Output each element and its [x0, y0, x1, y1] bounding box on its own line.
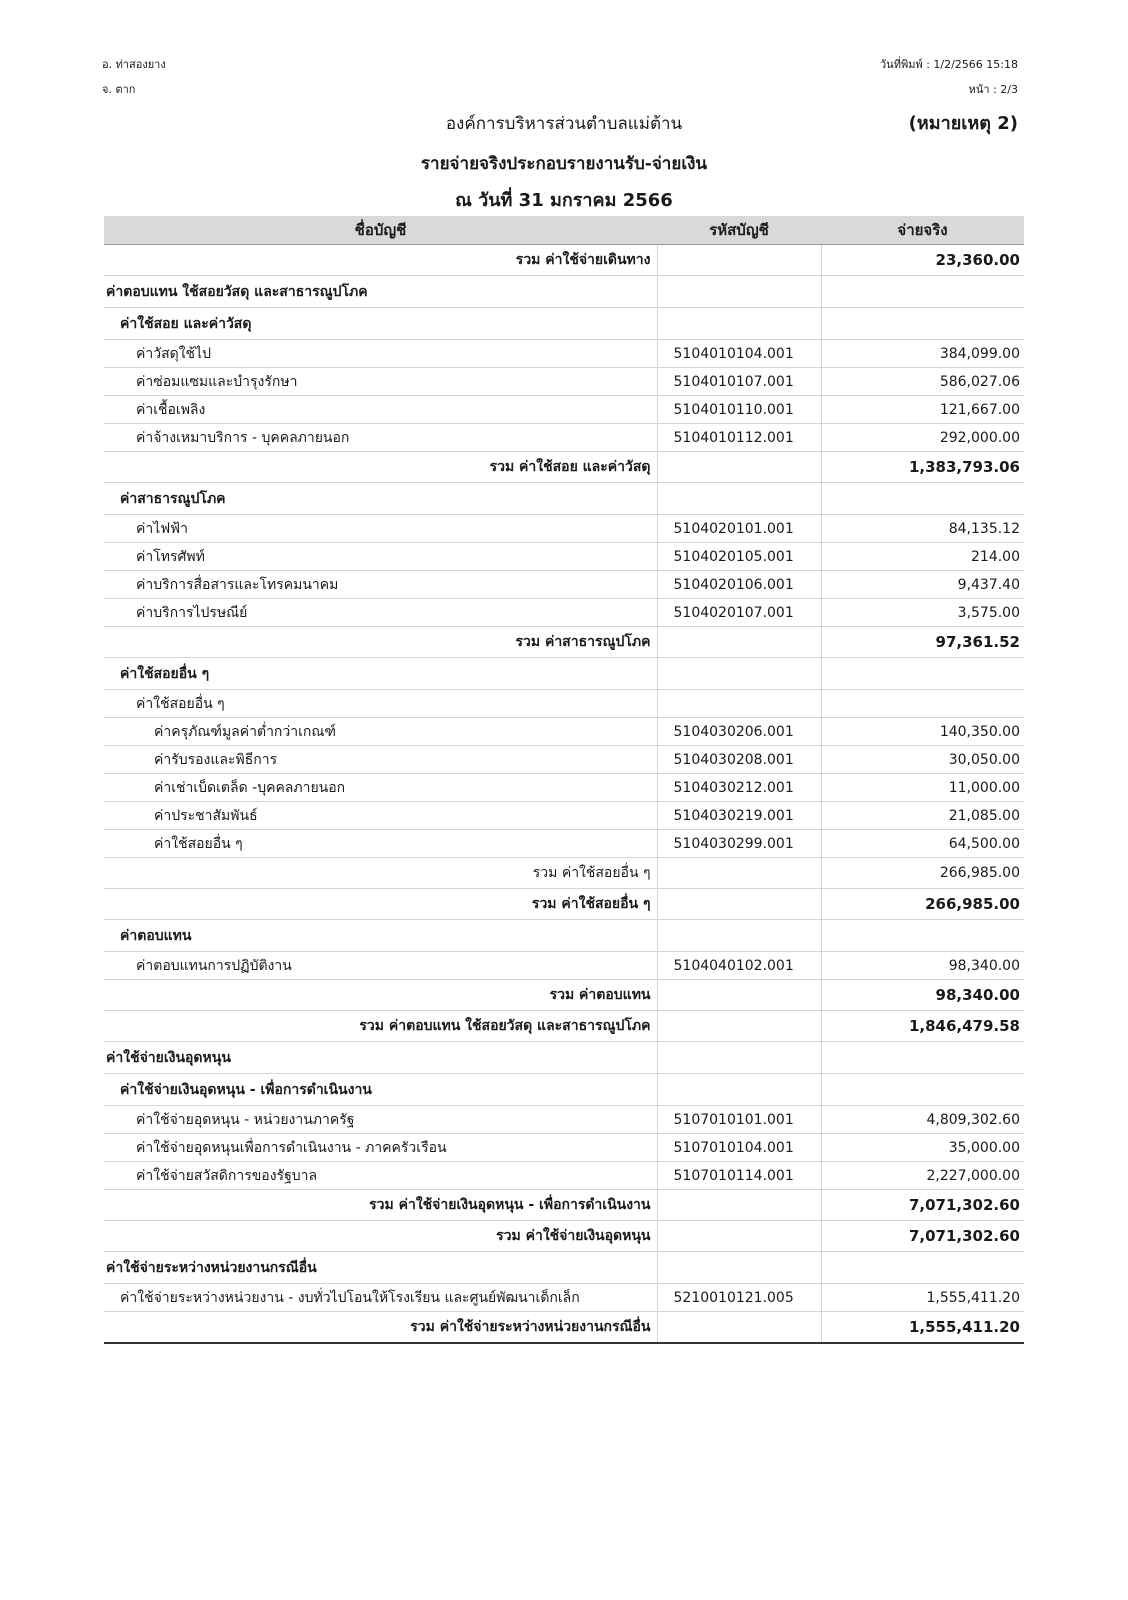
expense-table: [104, 216, 1024, 1344]
subtotal-label: รวม ค่าใช้สอย และค่าวัสดุ: [104, 452, 657, 483]
amount: [821, 920, 1024, 952]
account-name: ค่าวัสดุใช้ไป: [104, 340, 657, 368]
amount: [821, 308, 1024, 340]
report-date: ณ วันที่ 31 มกราคม 2566: [455, 190, 673, 211]
table-row: [104, 543, 1024, 571]
amount: 140,350.00: [821, 718, 1024, 746]
account-name: ค่าสาธารณูปโภค: [104, 483, 657, 515]
table-row: [104, 571, 1024, 599]
subtotal-row: [104, 1312, 1024, 1344]
amount: 35,000.00: [821, 1134, 1024, 1162]
account-code: [657, 1312, 821, 1344]
table-row: [104, 340, 1024, 368]
table-row: [104, 424, 1024, 452]
account-code: [657, 1252, 821, 1284]
subtotal-label: รวม ค่าใช้จ่ายเงินอุดหนุน: [104, 1221, 657, 1252]
account-name: ค่าใช้สอยอื่น ๆ: [104, 830, 657, 858]
subtotal-amount: 7,071,302.60: [821, 1221, 1024, 1252]
table-row: [104, 802, 1024, 830]
amount: [821, 483, 1024, 515]
print-date: วันที่พิมพ์ : 1/2/2566 15:18: [880, 58, 1018, 71]
account-name: ค่าจ้างเหมาบริการ - บุคคลภายนอก: [104, 424, 657, 452]
subtotal-row: [104, 452, 1024, 483]
account-name: ค่าใช้จ่ายอุดหนุนเพื่อการดำเนินงาน - ภาคครัวเรือน: [104, 1134, 657, 1162]
subtotal-row: [104, 1221, 1024, 1252]
account-code: 5104030206.001: [657, 718, 821, 746]
account-name: ค่าใช้จ่ายสวัสดิการของรัฐบาล: [104, 1162, 657, 1190]
account-name: ค่าใช้จ่ายระหว่างหน่วยงานกรณีอื่น: [104, 1252, 657, 1284]
subtotal-label: รวม ค่าตอบแทน: [104, 980, 657, 1011]
subtotal-row: [104, 1011, 1024, 1042]
account-code: [657, 627, 821, 658]
subtotal-label: รวม ค่าใช้จ่ายเงินอุดหนุน - เพื่อการดำเนินงาน: [104, 1190, 657, 1221]
subtotal-label: รวม ค่าสาธารณูปโภค: [104, 627, 657, 658]
section-row: [104, 308, 1024, 340]
subtotal-amount: 266,985.00: [821, 858, 1024, 889]
account-name: ค่าบริการสื่อสารและโทรคมนาคม: [104, 571, 657, 599]
account-code: 5104010107.001: [657, 368, 821, 396]
table-row: [104, 599, 1024, 627]
subtotal-label: รวม ค่าใช้สอยอื่น ๆ: [104, 858, 657, 889]
amount: [821, 1074, 1024, 1106]
amount: 30,050.00: [821, 746, 1024, 774]
section-row: [104, 1074, 1024, 1106]
note-label: (หมายเหตุ 2): [908, 113, 1018, 134]
account-code: [657, 276, 821, 308]
amount: 84,135.12: [821, 515, 1024, 543]
section-row: [104, 483, 1024, 515]
account-name: ค่าใช้จ่ายเงินอุดหนุน - เพื่อการดำเนินงาน: [104, 1074, 657, 1106]
account-code: 5104020106.001: [657, 571, 821, 599]
amount: 2,227,000.00: [821, 1162, 1024, 1190]
amount: [821, 658, 1024, 690]
account-name: ค่าบริการไปรษณีย์: [104, 599, 657, 627]
subtotal-amount: 1,846,479.58: [821, 1011, 1024, 1042]
subtotal-label: รวม ค่าใช้สอยอื่น ๆ: [104, 889, 657, 920]
table-row: [104, 368, 1024, 396]
column-header-account-code: รหัสบัญชี: [657, 216, 821, 245]
account-name: ค่าเช่าเบ็ดเตล็ด -บุคคลภายนอก: [104, 774, 657, 802]
account-name: ค่าครุภัณฑ์มูลค่าต่ำกว่าเกณฑ์: [104, 718, 657, 746]
table-row: [104, 830, 1024, 858]
amount: [821, 690, 1024, 718]
amount: 121,667.00: [821, 396, 1024, 424]
account-code: [657, 980, 821, 1011]
subtotal-row: [104, 858, 1024, 889]
account-code: [657, 483, 821, 515]
account-code: [657, 245, 821, 276]
subtotal-label: รวม ค่าใช้จ่ายเดินทาง: [104, 245, 657, 276]
account-code: [657, 308, 821, 340]
account-code: [657, 889, 821, 920]
table-row: [104, 1134, 1024, 1162]
subtotal-amount: 1,383,793.06: [821, 452, 1024, 483]
account-name: ค่าซ่อมแซมและบำรุงรักษา: [104, 368, 657, 396]
page-number: หน้า : 2/3: [968, 83, 1018, 96]
section-row: [104, 276, 1024, 308]
account-code: [657, 1221, 821, 1252]
province-label: จ. ตาก: [102, 83, 136, 96]
table-row: [104, 396, 1024, 424]
account-code: 5104010110.001: [657, 396, 821, 424]
subtotal-row: [104, 1190, 1024, 1221]
amount: 1,555,411.20: [821, 1284, 1024, 1312]
account-code: [657, 920, 821, 952]
account-code: [657, 1011, 821, 1042]
amount: [821, 1042, 1024, 1074]
subtotal-row: [104, 889, 1024, 920]
report-title: รายจ่ายจริงประกอบรายงานรับ-จ่ายเงิน: [420, 154, 708, 174]
account-name: ค่าเชื้อเพลิง: [104, 396, 657, 424]
amount: 98,340.00: [821, 952, 1024, 980]
amount: 3,575.00: [821, 599, 1024, 627]
amount: 4,809,302.60: [821, 1106, 1024, 1134]
table-row: [104, 774, 1024, 802]
account-code: [657, 452, 821, 483]
subtotal-amount: 98,340.00: [821, 980, 1024, 1011]
account-code: 5107010114.001: [657, 1162, 821, 1190]
account-name: ค่าตอบแทน ใช้สอยวัสดุ และสาธารณูปโภค: [104, 276, 657, 308]
account-code: 5104010112.001: [657, 424, 821, 452]
account-name: ค่าใช้จ่ายระหว่างหน่วยงาน - งบทั่วไปโอนให้โรงเรียน และศูนย์พัฒนาเด็กเล็ก: [104, 1284, 657, 1312]
account-name: ค่าใช้สอยอื่น ๆ: [104, 658, 657, 690]
table-row: [104, 1106, 1024, 1134]
amount: 64,500.00: [821, 830, 1024, 858]
subtotal-row: [104, 627, 1024, 658]
subtotal-amount: 97,361.52: [821, 627, 1024, 658]
section-row: [104, 920, 1024, 952]
subtotal-amount: 1,555,411.20: [821, 1312, 1024, 1344]
account-code: 5104030208.001: [657, 746, 821, 774]
district-label: อ. ท่าสองยาง: [102, 58, 166, 71]
account-name: ค่าใช้จ่ายอุดหนุน - หน่วยงานภาครัฐ: [104, 1106, 657, 1134]
subtotal-amount: 266,985.00: [821, 889, 1024, 920]
account-code: 5107010104.001: [657, 1134, 821, 1162]
amount: 384,099.00: [821, 340, 1024, 368]
column-header-account-name: ชื่อบัญชี: [104, 216, 657, 245]
subtotal-row: [104, 980, 1024, 1011]
account-name: ค่าใช้จ่ายเงินอุดหนุน: [104, 1042, 657, 1074]
table-row: [104, 718, 1024, 746]
account-code: [657, 858, 821, 889]
subtotal-amount: 23,360.00: [821, 245, 1024, 276]
account-name: ค่าโทรศัพท์: [104, 543, 657, 571]
account-name: ค่าใช้สอย และค่าวัสดุ: [104, 308, 657, 340]
column-header-actual-paid: จ่ายจริง: [821, 216, 1024, 245]
section-row: [104, 1252, 1024, 1284]
organization-name: องค์การบริหารส่วนตำบลแม่ต้าน: [445, 114, 683, 134]
account-code: 5107010101.001: [657, 1106, 821, 1134]
account-name: ค่าไฟฟ้า: [104, 515, 657, 543]
section-row: [104, 658, 1024, 690]
amount: 21,085.00: [821, 802, 1024, 830]
subtotal-label: รวม ค่าตอบแทน ใช้สอยวัสดุ และสาธารณูปโภค: [104, 1011, 657, 1042]
account-code: [657, 658, 821, 690]
account-code: [657, 1042, 821, 1074]
subtotal-row: [104, 245, 1024, 276]
account-code: 5104030299.001: [657, 830, 821, 858]
account-name: ค่าตอบแทน: [104, 920, 657, 952]
table-header-row: [104, 216, 1024, 245]
account-code: 5104010104.001: [657, 340, 821, 368]
amount: 214.00: [821, 543, 1024, 571]
account-code: 5104030219.001: [657, 802, 821, 830]
account-code: 5104040102.001: [657, 952, 821, 980]
table-body: [104, 245, 1024, 1344]
account-code: [657, 690, 821, 718]
table-row: [104, 1284, 1024, 1312]
section-row: [104, 1042, 1024, 1074]
subtotal-label: รวม ค่าใช้จ่ายระหว่างหน่วยงานกรณีอื่น: [104, 1312, 657, 1344]
subtotal-amount: 7,071,302.60: [821, 1190, 1024, 1221]
amount: 9,437.40: [821, 571, 1024, 599]
account-code: [657, 1074, 821, 1106]
account-code: 5104020107.001: [657, 599, 821, 627]
account-name: ค่าใช้สอยอื่น ๆ: [104, 690, 657, 718]
account-code: 5104030212.001: [657, 774, 821, 802]
amount: [821, 1252, 1024, 1284]
table-row: [104, 952, 1024, 980]
account-code: 5104020105.001: [657, 543, 821, 571]
account-code: 5104020101.001: [657, 515, 821, 543]
account-name: ค่าตอบแทนการปฏิบัติงาน: [104, 952, 657, 980]
account-name: ค่ารับรองและพิธีการ: [104, 746, 657, 774]
table-row: [104, 746, 1024, 774]
account-name: ค่าประชาสัมพันธ์: [104, 802, 657, 830]
account-code: 5210010121.005: [657, 1284, 821, 1312]
table-row: [104, 515, 1024, 543]
amount: 292,000.00: [821, 424, 1024, 452]
table-row: [104, 1162, 1024, 1190]
amount: 11,000.00: [821, 774, 1024, 802]
account-code: [657, 1190, 821, 1221]
amount: 586,027.06: [821, 368, 1024, 396]
table-row: [104, 690, 1024, 718]
amount: [821, 276, 1024, 308]
